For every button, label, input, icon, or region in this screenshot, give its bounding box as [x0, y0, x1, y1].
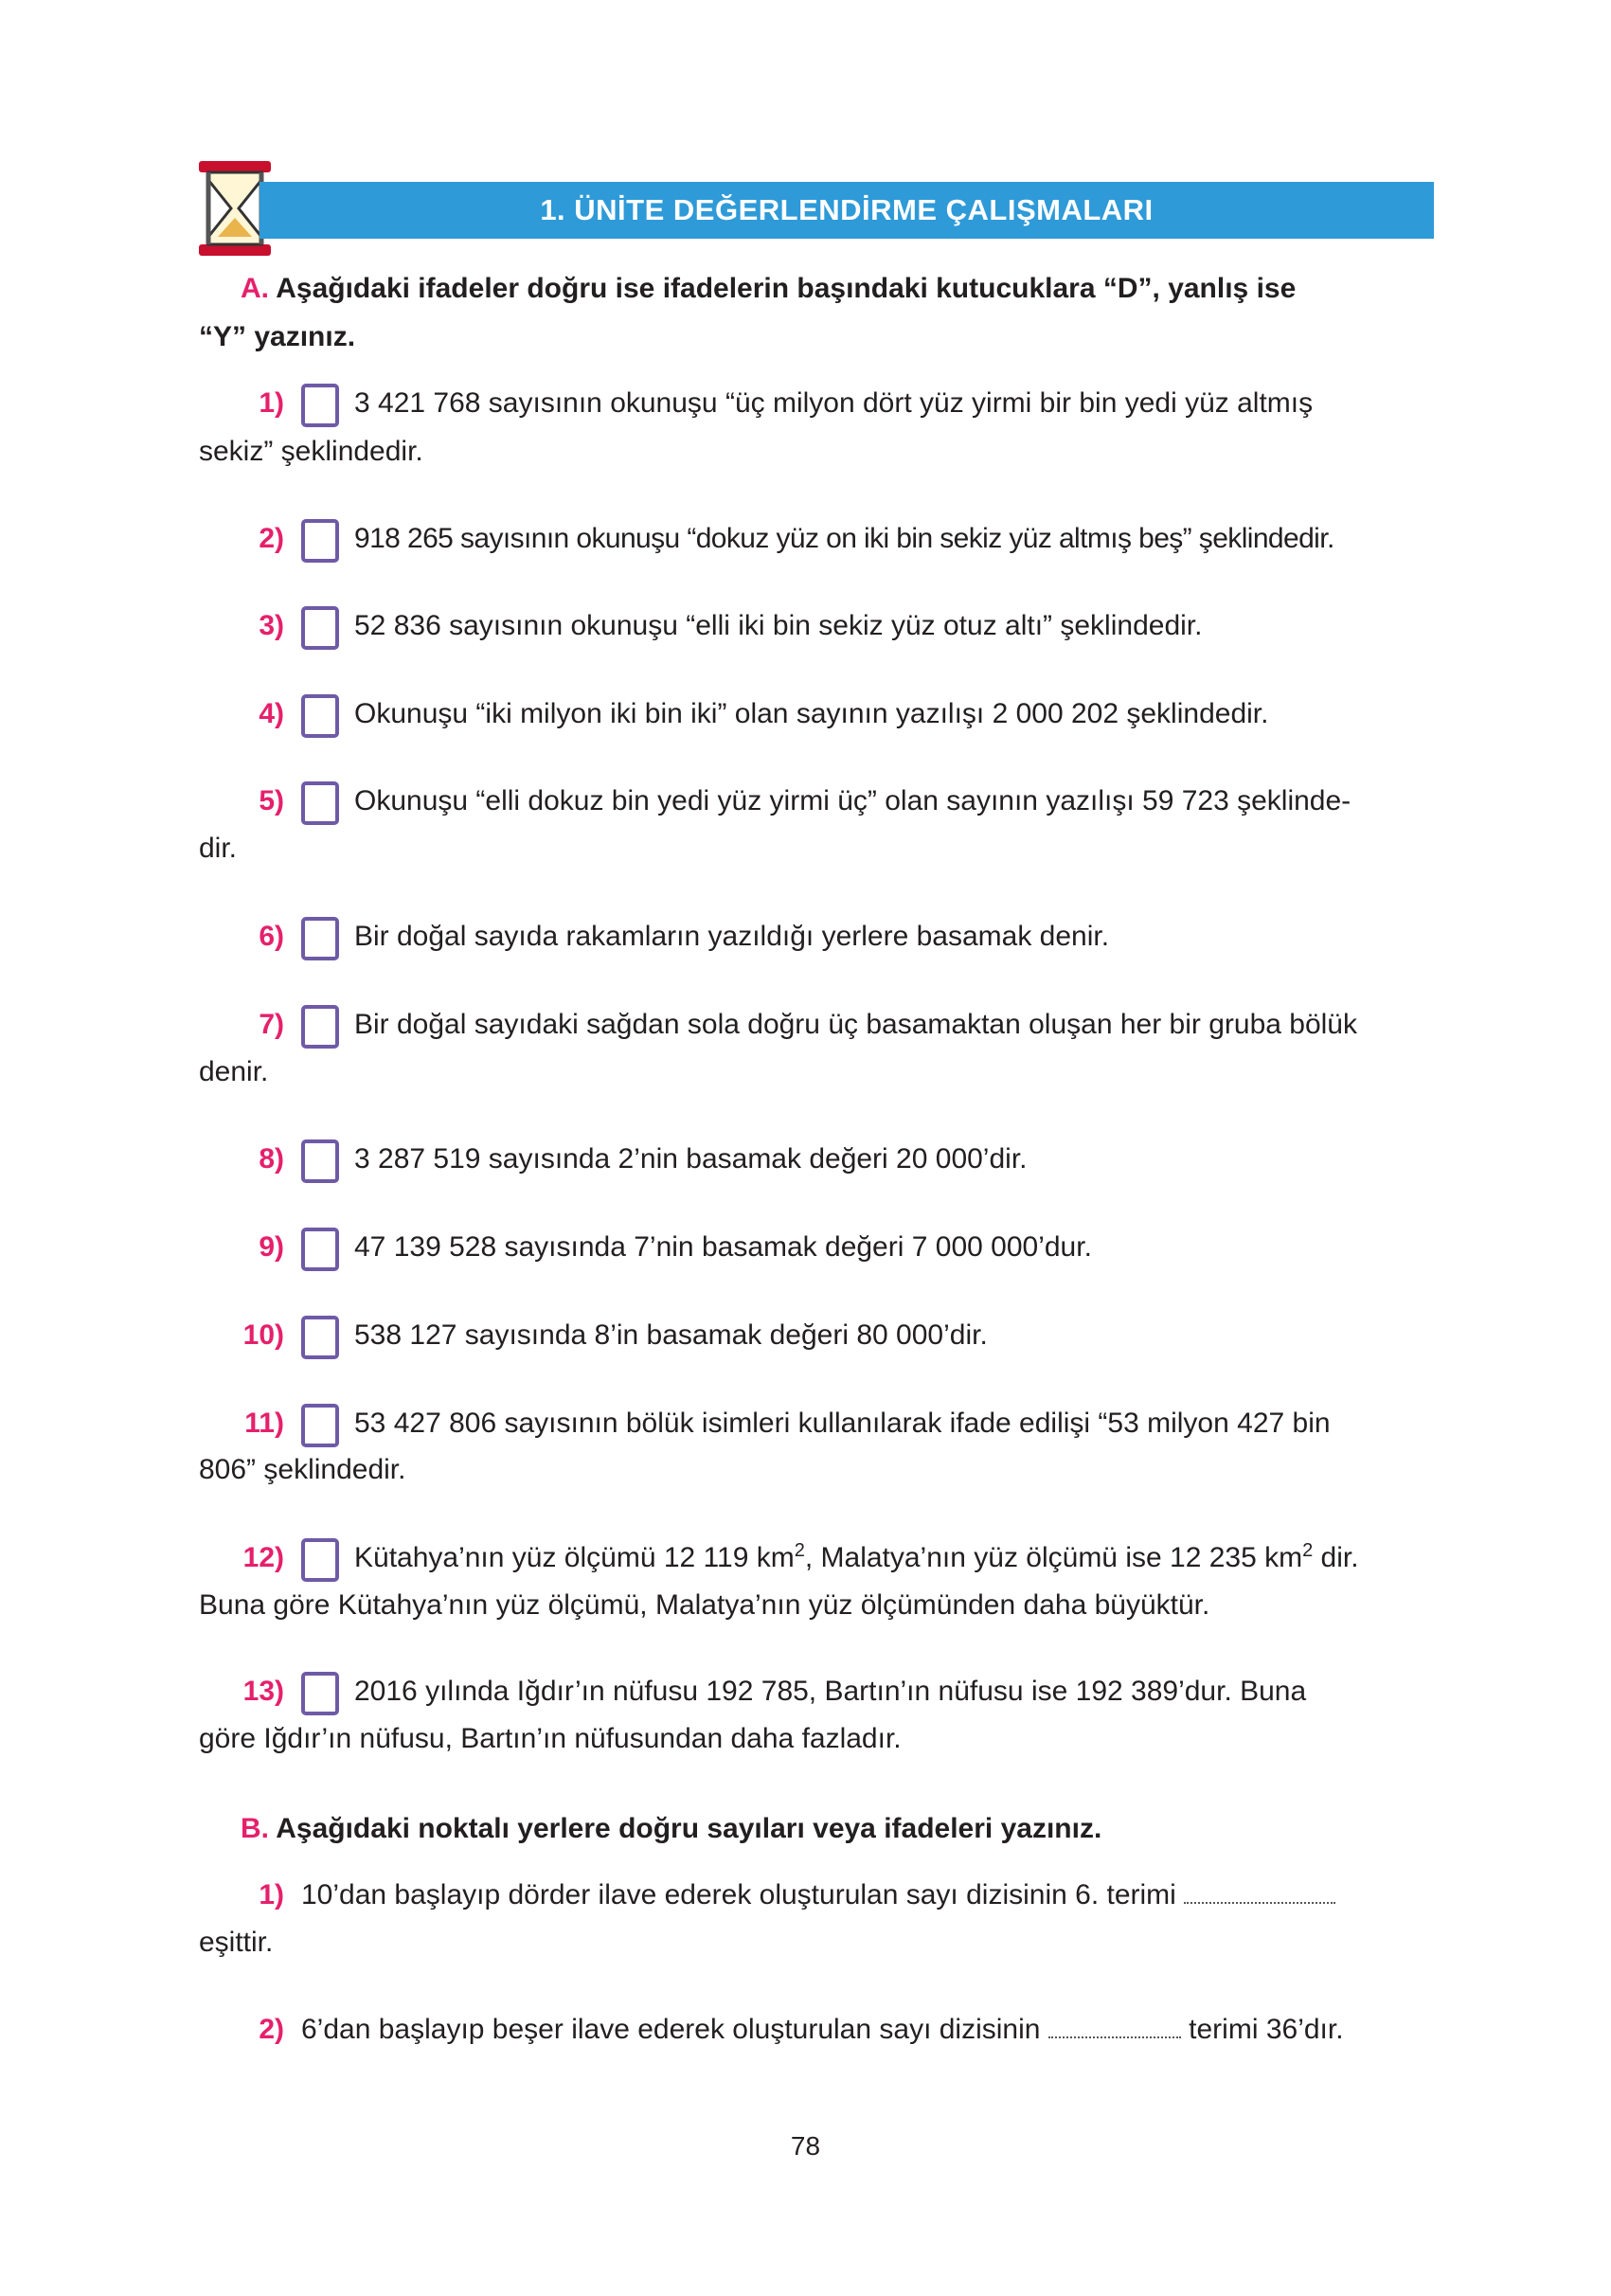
answer-box[interactable]: [301, 1005, 339, 1049]
item-number: 2): [259, 2014, 284, 2045]
answer-box[interactable]: [301, 606, 339, 650]
item-text: 538 127 sayısında 8’in basamak değeri 80 000’dir.: [354, 1319, 988, 1351]
item-number: 2): [259, 523, 284, 554]
item-text-continued: 806” şeklindedir.: [199, 1454, 406, 1485]
section-a-instruction-line2: “Y” yazınız.: [199, 321, 356, 352]
section-a-instruction: A. Aşağıdaki ifadeler doğru ise ifadelerin başındaki kutucuklara “D”, yanlış ise: [241, 273, 1297, 304]
item-number: 1): [259, 1879, 284, 1910]
answer-box[interactable]: [301, 519, 339, 563]
unit-header: [197, 178, 1434, 239]
answer-box[interactable]: [301, 1228, 339, 1271]
item-number: 8): [259, 1143, 284, 1175]
fill-in-blank[interactable]: [1184, 1892, 1335, 1904]
answer-box[interactable]: [301, 384, 339, 427]
item-text: 53 427 806 sayısının bölük isimleri kullanılarak ifade edilişi “53 milyon 427 bin: [354, 1408, 1331, 1439]
answer-box[interactable]: [301, 1139, 339, 1183]
item-number: 11): [244, 1408, 284, 1439]
item-text-continued: dir.: [199, 833, 238, 864]
item-text: Bir doğal sayıda rakamların yazıldığı yerlere basamak denir.: [354, 921, 1110, 952]
section-b-instruction: B. Aşağıdaki noktalı yerlere doğru sayıları veya ifadeleri yazınız.: [241, 1813, 1102, 1844]
item-text: 3 421 768 sayısının okunuşu “üç milyon dört yüz yirmi bir bin yedi yüz altmış: [354, 387, 1314, 419]
header-title: 1. ÜNİTE DEĞERLENDİRME ÇALIŞMALARI: [260, 182, 1434, 239]
item-text: 52 836 sayısının okunuşu “elli iki bin sekiz yüz otuz altı” şeklindedir.: [354, 610, 1203, 641]
item-text-continued: Buna göre Kütahya’nın yüz ölçümü, Malatya’nın yüz ölçümünden daha büyüktür.: [199, 1589, 1210, 1621]
item-number: 12): [242, 1542, 284, 1573]
fill-in-blank[interactable]: [1048, 2027, 1181, 2038]
item-text: 3 287 519 sayısında 2’nin basamak değeri 20 000’dir.: [354, 1143, 1028, 1175]
item-text-continued: sekiz” şeklindedir.: [199, 436, 423, 467]
section-a-letter: A.: [241, 273, 269, 304]
item-text: 918 265 sayısının okunuşu “dokuz yüz on iki bin sekiz yüz altmış beş” şeklindedir.: [354, 523, 1334, 554]
item-number: 7): [259, 1009, 284, 1040]
fill-in-text: 6’dan başlayıp beşer ilave ederek oluşturulan sayı dizisinin terimi 36’dır.: [301, 2014, 1344, 2045]
item-text: Kütahya’nın yüz ölçümü 12 119 $km^2$, Malatya’nın yüz ölçümü ise 12 235 $km^2$ dir.: [354, 1540, 1359, 1573]
item-text: Okunuşu “iki milyon iki bin iki” olan sayının yazılışı 2 000 202 şeklindedir.: [354, 698, 1269, 729]
item-number: 3): [259, 610, 284, 641]
item-number: 1): [259, 387, 284, 419]
item-text: 2016 yılında Iğdır’ın nüfusu 192 785, Bartın’ın nüfusu ise 192 389’dur. Buna: [354, 1676, 1307, 1707]
answer-box[interactable]: [301, 694, 339, 738]
answer-box[interactable]: [301, 1404, 339, 1447]
page-number: 78: [790, 2131, 821, 2161]
answer-box[interactable]: [301, 917, 339, 960]
item-text-continued: göre Iğdır’ın nüfusu, Bartın’ın nüfusundan daha fazladır.: [199, 1723, 902, 1754]
answer-box[interactable]: [301, 1316, 339, 1359]
fill-in-text: 10’dan başlayıp dörder ilave ederek oluşturulan sayı dizisinin 6. terimi: [301, 1873, 1335, 1918]
answer-box[interactable]: [301, 1672, 339, 1715]
fill-in-text-continued: eşittir.: [199, 1927, 274, 1958]
answer-box[interactable]: [301, 781, 339, 825]
item-text: 47 139 528 sayısında 7’nin basamak değeri 7 000 000’dur.: [354, 1231, 1092, 1263]
item-text: Bir doğal sayıdaki sağdan sola doğru üç basamaktan oluşan her bir gruba bölük: [354, 1009, 1357, 1040]
item-text: Okunuşu “elli dokuz bin yedi yüz yirmi üç” olan sayının yazılışı 59 723 şeklinde-: [354, 785, 1351, 816]
item-number: 9): [259, 1231, 284, 1263]
item-number: 5): [259, 785, 284, 816]
item-number: 13): [242, 1676, 284, 1707]
item-number: 6): [259, 921, 284, 952]
item-text-continued: denir.: [199, 1056, 269, 1087]
answer-box[interactable]: [301, 1538, 339, 1582]
item-number: 10): [242, 1319, 284, 1351]
section-b-letter: B.: [241, 1813, 269, 1844]
item-number: 4): [259, 698, 284, 729]
